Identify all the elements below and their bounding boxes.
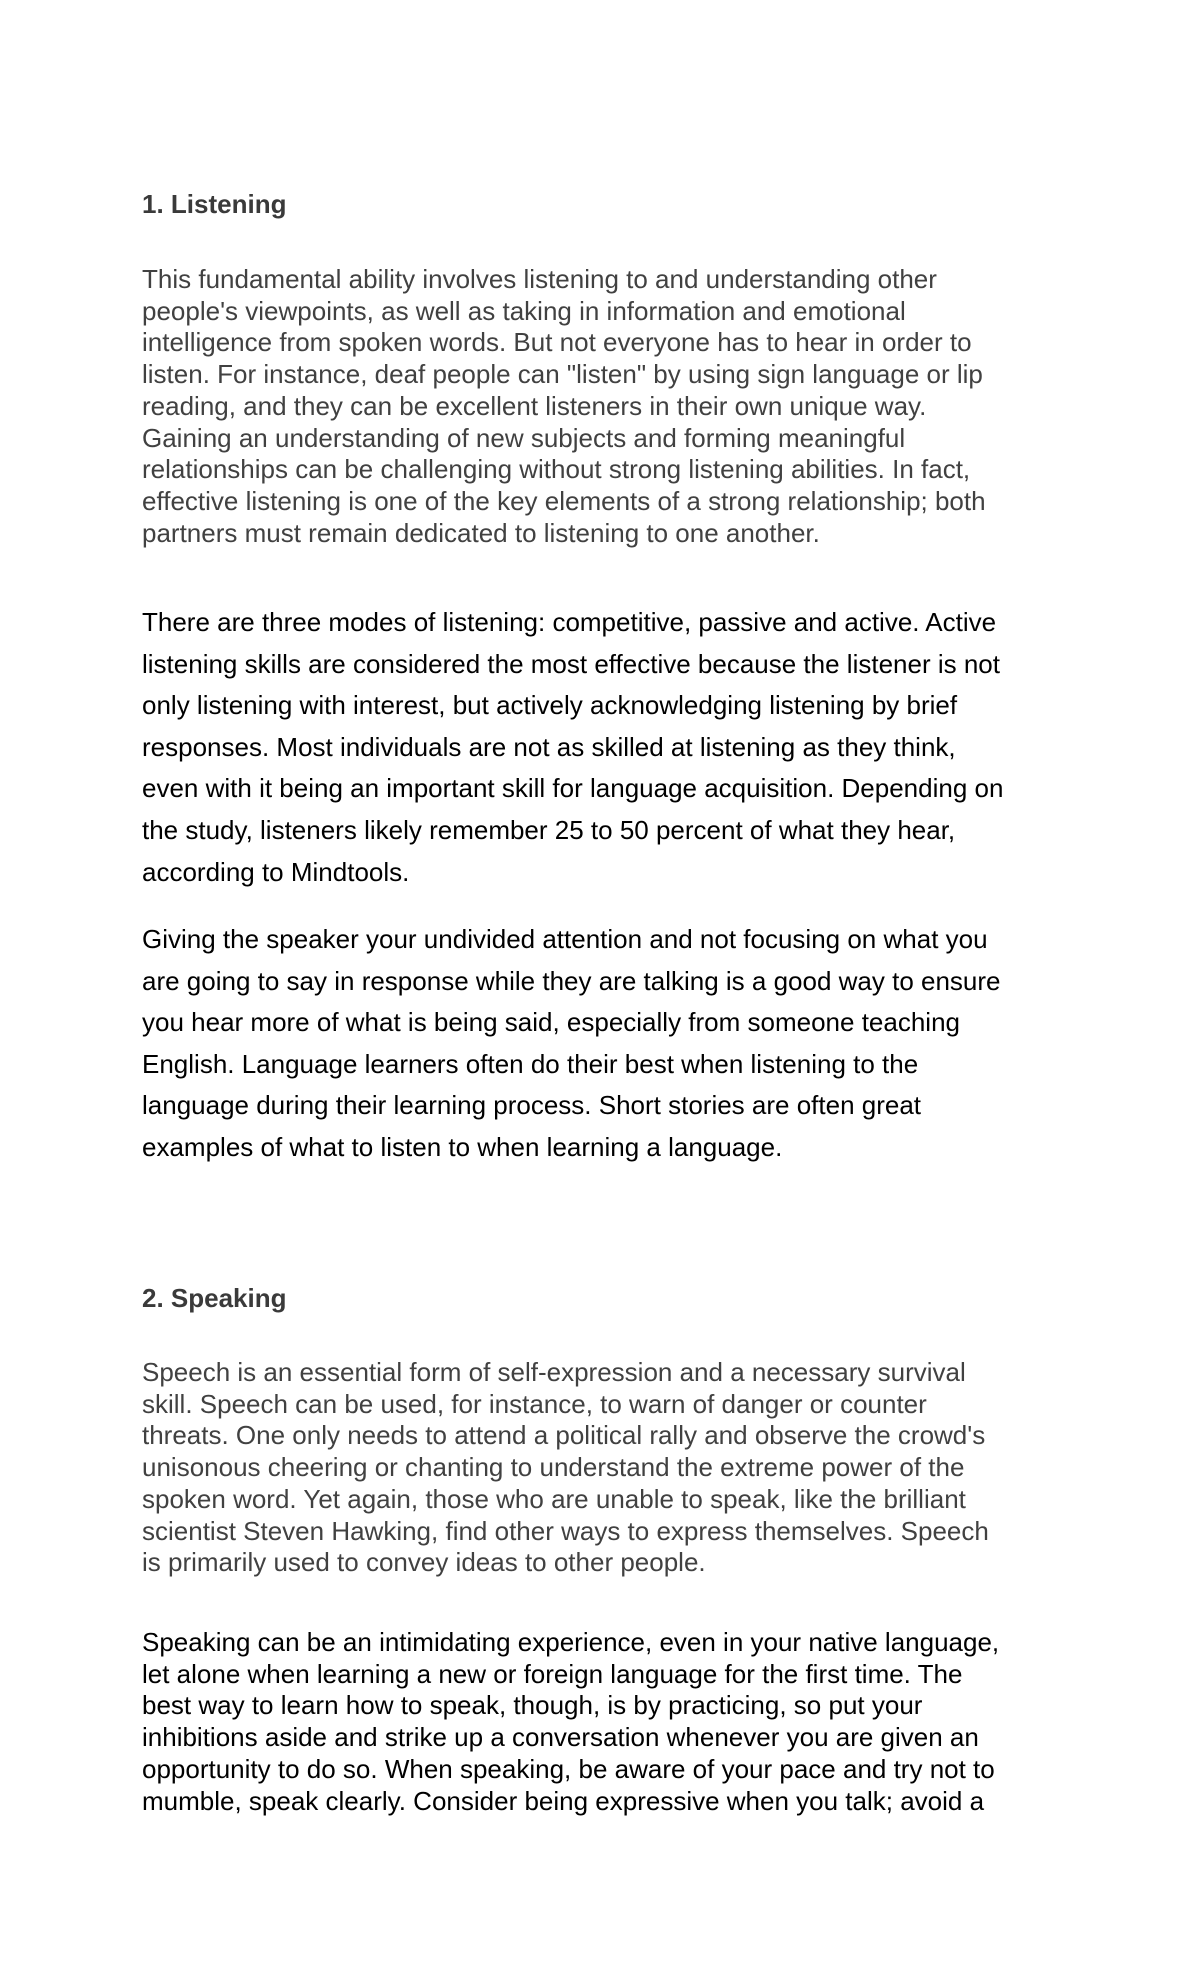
section-heading-speaking: 2. Speaking: [142, 1283, 287, 1313]
listening-paragraph-2: There are three modes of listening: competitive, passive and active. Active listening skills are considered the most effective because the listener is not only listening with interest, but actively acknowledging listening by brief responses. Most individuals are not as skilled at listening as they think, even with it being an important skill for language acquisition. Depending on the study, listeners likely remember 25 to 50 percent of what they hear, according to Mindtools.: [142, 607, 1004, 887]
speaking-paragraph-1: Speech is an essential form of self-expression and a necessary survival skill. Speech can be used, for instance, to warn of danger or counter threats. One only needs to attend a political rally and observe the crowd's unisonous cheering or chanting to understand the extreme power of the spoken word. Yet again, those who are unable to speak, like the brilliant scientist Steven Hawking, find other ways to express themselves. Speech is primarily used to convey ideas to other people.: [142, 1357, 989, 1578]
listening-paragraph-3: Giving the speaker your undivided attention and not focusing on what you are going to say in response while they are talking is a good way to ensure you hear more of what is being said, especially from someone teaching English. Language learners often do their best when listening to the language during their learning process. Short stories are often great examples of what to listen to when learning a language.: [142, 924, 1001, 1162]
section-heading-listening: 1. Listening: [142, 189, 287, 219]
speaking-paragraph-2: Speaking can be an intimidating experience, even in your native language, let alone when learning a new or foreign language for the first time. The best way to learn how to speak, though, is by practicing, so put your inhibitions aside and strike up a conversation whenever you are given an opportunity to do so. When speaking, be aware of your pace and try not to mumble, speak clearly. Consider being expressive when you talk; avoid a: [142, 1627, 1000, 1816]
listening-paragraph-1: This fundamental ability involves listening to and understanding other people's viewpoints, as well as taking in information and emotional intelligence from spoken words. But not everyone has to hear in order to listen. For instance, deaf people can "listen" by using sign language or lip reading, and they can be excellent listeners in their own unique way. Gaining an understanding of new subjects and forming meaningful relationships can be challenging without strong listening abilities. In fact, effective listening is one of the key elements of a strong relationship; both partners must remain dedicated to listening to one another.: [142, 264, 986, 548]
